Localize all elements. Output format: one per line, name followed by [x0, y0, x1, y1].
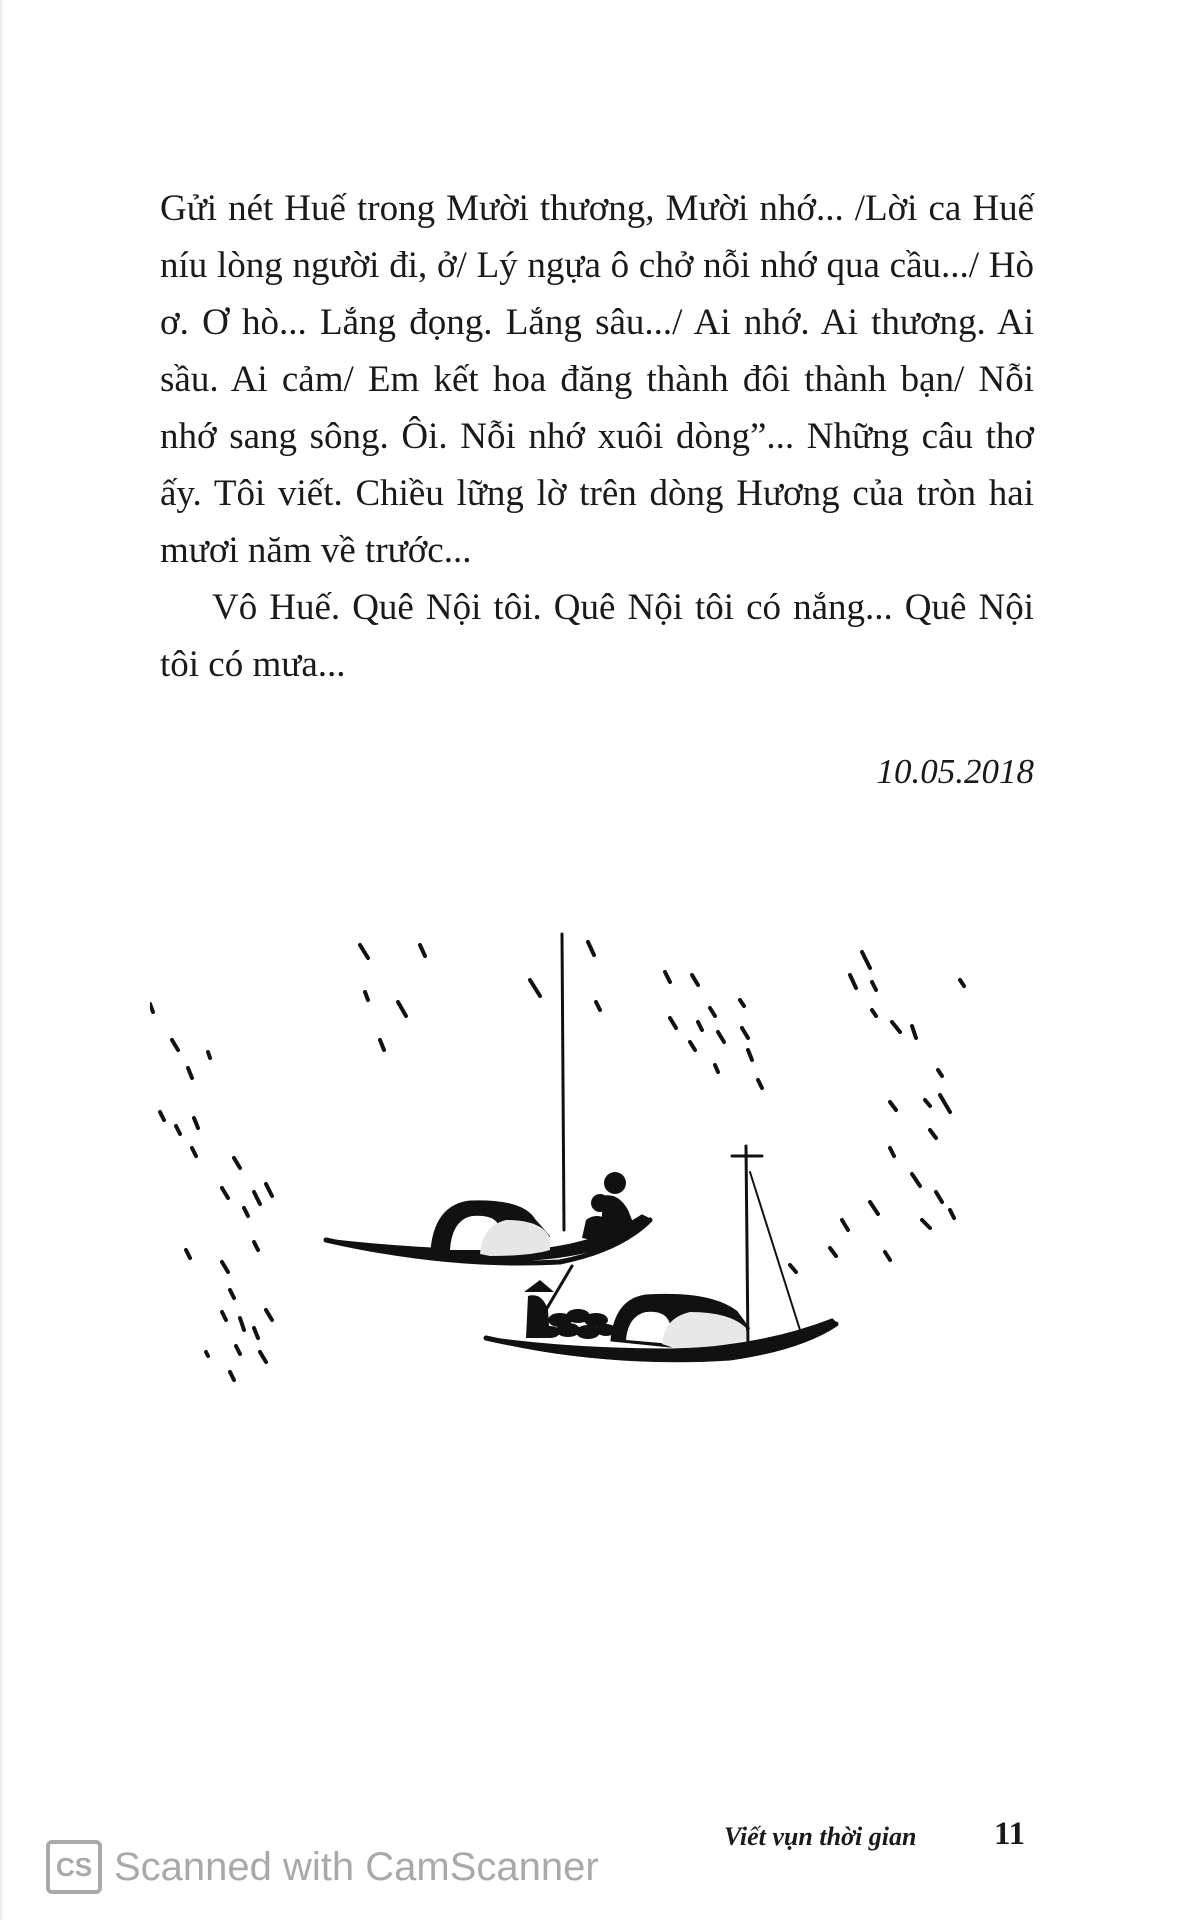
camscanner-logo-text: CS — [55, 1852, 93, 1882]
page-edge — [0, 0, 4, 1920]
paragraph-1: Gửi nét Huế trong Mười thương, Mười nhớ... /Lời ca Huế níu lòng người đi, ở/ Lý ngựa ô chở nỗi nhớ qua cầu.../ Hò ơ. Ơ hò... Lắng đọng. Lắng sâu.../ Ai nhớ. Ai thương. Ai sầu. Ai cảm/ Em kết hoa đăng thành đôi thành bạn/ Nỗi nhớ sang sông. Ôi. Nỗi nhớ xuôi dòng”... Những câu thơ ấy. Tôi viết. Chiều lững lờ trên dòng Hương của tròn hai mươi năm về trước... — [160, 188, 1034, 571]
date-signature: 10.05.2018 — [876, 752, 1034, 791]
boats-in-rain-illustration — [150, 920, 1050, 1440]
body-text — [160, 180, 1034, 693]
camscanner-watermark — [46, 1840, 599, 1894]
book-title: Viết vụn thời gian — [724, 1822, 917, 1851]
boat-upper — [326, 934, 650, 1263]
rain-drops — [150, 920, 964, 1380]
camscanner-text: Scanned with CamScanner — [114, 1844, 599, 1889]
paragraph-2: Vô Huế. Quê Nội tôi. Quê Nội tôi có nắng... Quê Nội tôi có mưa... — [160, 587, 1034, 685]
page-number: 11 — [994, 1816, 1026, 1852]
camscanner-logo-icon — [46, 1840, 102, 1894]
